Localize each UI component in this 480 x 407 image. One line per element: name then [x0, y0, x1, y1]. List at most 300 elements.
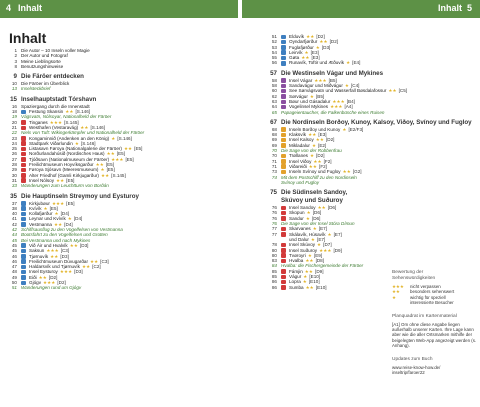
rating-stars: ★★ [123, 146, 133, 152]
entry-label: Inseln Svínoy und Fugloy [289, 169, 341, 175]
rating-stars: ★★ [308, 132, 317, 138]
rating-stars: ★★ [317, 205, 326, 211]
map-reference: [E5] [105, 162, 115, 168]
rating-stars: ★★ [308, 163, 318, 169]
map-reference: [C3] [100, 258, 109, 264]
entry-label: Sumba [289, 284, 304, 290]
page-number: 47 [11, 264, 17, 270]
map-reference: [A4] [344, 104, 353, 110]
page-number: 44 [11, 232, 17, 238]
rating-legend [392, 270, 478, 306]
updates-url-1[interactable]: www.reise-know-how.de/ [392, 364, 441, 370]
entry-label: Kongaminnið (Andenken an den König) [29, 135, 110, 141]
rating-stars: ★ [307, 252, 312, 258]
page-number: 73 [271, 169, 277, 175]
page-number: 67 [270, 118, 277, 126]
page-number: 2 [14, 53, 17, 59]
page-number: 18 [11, 109, 17, 115]
entry-label: Insel Kalsoy [289, 137, 314, 143]
entry-label: Bøur und Gásadalur [289, 98, 331, 104]
entry-label: Fámjin [289, 268, 303, 274]
entry-label: Insel Suðuroy [289, 247, 318, 253]
legend-stars: ★★ [392, 289, 400, 295]
page-number: 86 [271, 279, 277, 285]
entry-label: Sandavágur und Miðvágur [289, 83, 343, 89]
page-number: 16 [11, 103, 17, 109]
map-reference: [E10] [309, 273, 321, 279]
entry-label: Mikladalur [289, 142, 310, 148]
page-number: 42 [11, 221, 17, 227]
entry-label: See Sørvágsvatn und Wasserfall Bøsdalafossur [289, 88, 387, 94]
toc-chapter-heading[interactable] [267, 70, 480, 78]
page-number: 70 [271, 148, 277, 154]
entry-label: Saksun [29, 248, 45, 254]
entry-text: Bootsfahrt zu den Vogelfelsen und Grotten [21, 232, 108, 238]
map-reference: [E7] [333, 231, 342, 237]
legend-label: wichtig für speziell [410, 294, 446, 300]
page-number: 76 [271, 215, 277, 221]
rating-stars: ★ [309, 153, 315, 159]
page-number: 71 [271, 163, 277, 169]
entry-text: Schiffsausflug zu den Vogelfelsen von Vestmanna [21, 227, 123, 233]
page-number: 29 [11, 167, 17, 173]
map-reference: [G2] [352, 169, 362, 175]
page-number: 37 [11, 200, 17, 206]
map-reference: [E5] [125, 156, 134, 162]
map-reference: [S.146] [117, 135, 132, 141]
entry-text: Die Färöer entdecken [21, 73, 84, 81]
rating-stars: ★★★ [314, 77, 327, 83]
page-number: 74 [271, 174, 277, 180]
entry-text: Skúvoy und Suðuroy [281, 197, 343, 205]
location-marker-icon [281, 61, 286, 66]
entry-label: Vestmanna [29, 221, 52, 227]
map-reference: [D4] [64, 221, 73, 227]
rating-stars: ★★ [56, 177, 65, 183]
page-number: 53 [271, 44, 277, 50]
entry-text: Inselhauptstadt Tórshavn [21, 95, 97, 103]
rating-stars: ★★★ [319, 247, 332, 253]
page-number: 48 [11, 269, 17, 275]
page-number: 9 [13, 73, 17, 81]
rating-stars: ★★ [313, 158, 322, 164]
left-page-number: 4 [6, 3, 12, 13]
entry-label: Tjørnuvík [29, 253, 49, 259]
map-reference: [S.145] [111, 172, 126, 178]
entry-label: Gjógv [29, 279, 42, 285]
map-reference: [E3] [310, 49, 319, 55]
toc-column-right [267, 34, 480, 290]
page-number: 56 [271, 60, 277, 66]
page-number: 28 [11, 162, 17, 168]
page-number: 50 [11, 279, 17, 285]
legend-rows [392, 284, 478, 306]
page-number: 41 [11, 216, 17, 222]
entry-label: Leirvík [289, 49, 303, 55]
rating-stars: ★ [317, 242, 322, 248]
page-number: 30 [11, 172, 17, 178]
updates-legend [392, 357, 478, 376]
rating-stars: ★ [344, 83, 350, 89]
page-number: 62 [271, 93, 277, 99]
toc-entry[interactable] [7, 64, 202, 69]
rating-stars: ★★★ [330, 104, 343, 110]
entry-label: Freilichtmuseum Dúvugarðar [29, 258, 88, 264]
legend-panel [392, 270, 478, 383]
rating-stars: ★★★ [43, 279, 56, 285]
rating-stars: ★★ [305, 258, 314, 264]
rating-stars: ★ [315, 44, 320, 50]
entry-text: Wanderungen rund um Gjógv [21, 285, 82, 291]
entry-label: Lopra [289, 279, 301, 285]
page-number: 19 [11, 114, 17, 120]
entry-text: Die Autor – 10 Inseln voller Magie [21, 48, 90, 53]
page-number: 75 [270, 189, 277, 197]
page-number: 70 [271, 153, 277, 159]
page-number: 80 [271, 252, 277, 258]
map-reference: [E5] [66, 177, 75, 183]
page-number: 69 [271, 142, 277, 148]
entry-label: Alter Friedhof (Gamli Kirkjugarður) [29, 172, 99, 178]
page-number: 65 [271, 109, 277, 115]
plan-text: [A1] Om ohne diese Angabe liegen außerhalb unserer Karten. Ihre Lage kann aber wie die aller Ortsmarken mithilfe der beigelegten Web-App angezeigt werden (s. Anhang). [392, 321, 477, 349]
entry-text: Die Sage von der Robbenfrau [281, 148, 342, 154]
rating-stars: ★★★ [59, 269, 73, 275]
toc-column-left [7, 48, 202, 291]
entry-text: Bei Vestmanna und nach Mykines [21, 237, 91, 243]
toc-feature-entry[interactable] [7, 285, 202, 290]
page-number: 84 [271, 263, 277, 269]
map-reference: [D2] [316, 34, 325, 39]
entry-label: und Dalur [289, 236, 309, 242]
entry-label: Kvívík [29, 205, 42, 211]
page-number [267, 197, 281, 205]
entry-label: Sørvágur [289, 93, 308, 99]
map-reference: [S.145] [64, 119, 79, 125]
page-number: 76 [271, 210, 277, 216]
legend-label: besonders sehenswert [410, 289, 455, 295]
rating-stars: ★ [304, 49, 309, 55]
map-reference: [D3] [79, 242, 89, 248]
entry-text: Die Färöer im Überblick [21, 81, 70, 87]
map-reference: [E5] [106, 167, 115, 173]
entry-text: Vágsvatn, Nólsoyar, Nationalheld der Färöer [21, 114, 112, 120]
map-reference: [E4] [352, 60, 361, 66]
toc-chapter-heading[interactable] [267, 119, 480, 127]
map-reference: [D3] [321, 44, 331, 50]
entry-text: Die Nordinseln Borðoy, Kunoy, Kalsoy, Viðoy, Svínoy und Fugloy [281, 118, 472, 126]
entry-label: Skálavík, Húsavík [289, 231, 326, 237]
page-number: 22 [11, 130, 17, 136]
map-reference: [B4] [346, 98, 355, 104]
rating-stars: ★ [74, 140, 79, 146]
map-reference: [E5] [49, 205, 58, 211]
entry-label: Insel Vágar [289, 77, 313, 83]
entry-label: Listasavn Føroya (Nationalgalerie der Färöer) [29, 146, 122, 152]
entry-label: Insel Eysturoy [29, 269, 58, 275]
rating-stars: ★★ [305, 284, 314, 290]
page-number: 45 [11, 242, 17, 248]
entry-text: Die Westinseln Vágar und Mykines [281, 69, 384, 77]
page-number: 8 [14, 63, 17, 69]
entry-text: Benutzungshinweise [21, 63, 64, 69]
page-number: 1 [14, 48, 17, 53]
page-number: 58 [271, 83, 277, 89]
toc-feature-entry[interactable] [7, 183, 202, 188]
rating-stars: ★ [43, 205, 48, 211]
entry-label: Insel Viðoy [289, 158, 312, 164]
page-number: 51 [271, 34, 277, 39]
entry-text: Meine Lieblingsorte [21, 58, 61, 64]
map-reference: [D2] [57, 279, 66, 285]
map-reference: [D2] [326, 137, 335, 143]
rating-stars: ★ [303, 273, 308, 279]
page-number: 63 [271, 98, 277, 104]
page-number: 85 [271, 273, 277, 279]
entry-text: Spaziergang durch die Innenstadt [21, 103, 90, 109]
page-number: 42 [11, 227, 17, 233]
rating-stars: ★★ [388, 88, 397, 94]
toc-chapter-heading[interactable] [7, 73, 202, 81]
page-title: Inhalt [9, 30, 47, 46]
entry-label: Tjóðsavn (Nationalmuseum der Färöer) [29, 156, 110, 162]
rating-stars: ★ [327, 231, 332, 237]
entry-text: Hvalba: die Fischergemeinde der Färöer [281, 263, 364, 269]
rating-stars: ★★ [106, 151, 115, 157]
page-number: 55 [271, 55, 277, 61]
rating-stars: ★ [305, 215, 310, 221]
page-number: 26 [11, 151, 17, 157]
header-bar [0, 0, 480, 18]
rating-stars: ★★★ [49, 119, 63, 125]
page-number [267, 180, 281, 185]
entry-label: Føroya Sjósavn (Meeresmuseum) [29, 167, 99, 173]
rating-stars: ★ [346, 60, 351, 66]
page-number: 31 [11, 177, 17, 183]
page-number: 54 [271, 49, 277, 55]
rating-stars: ★★★ [332, 98, 345, 104]
rating-stars: ★★★ [51, 200, 65, 206]
entry-label: Við Áir und Hvalvík [29, 242, 68, 248]
page-number: 83 [271, 258, 277, 264]
map-reference: [D9] [333, 247, 342, 253]
entry-label: Sandur [289, 215, 304, 221]
map-reference: [D2] [48, 274, 58, 280]
legend-title-1: Bewertung der [392, 270, 424, 275]
map-reference: [D4] [73, 216, 83, 222]
map-reference: [D3] [74, 269, 83, 275]
page-number: 24 [11, 140, 17, 146]
rating-stars: ★★ [81, 264, 91, 270]
page-number: 58 [271, 77, 277, 83]
rating-stars: ★★ [80, 124, 89, 130]
entry-text: Die Hauptinseln Streymoy und Eysturoy [21, 192, 139, 200]
page-number: 77 [271, 231, 277, 237]
legend-row [392, 300, 478, 305]
page-number: 86 [271, 284, 277, 290]
page-number: 23 [11, 135, 17, 141]
map-reference: [F2] [319, 163, 327, 169]
map-reference: [C4] [351, 83, 360, 89]
page-number: 45 [11, 248, 17, 254]
toc-chapter-heading[interactable] [7, 193, 202, 201]
map-reference: [E3] [318, 132, 327, 138]
rating-stars: ★★ [65, 109, 74, 115]
entry-label: Elduvík [289, 34, 305, 39]
entry-label: Westhafen (Vestaravág) [29, 124, 79, 130]
page-number: 46 [11, 258, 17, 264]
entry-text: Svínoy und Fugloy [281, 179, 320, 185]
page-number: 10 [11, 81, 17, 87]
rating-stars: ★ [67, 216, 72, 222]
entry-text: Der Autor und Fotograf [21, 53, 68, 59]
page-number: 77 [271, 226, 277, 232]
page-number: 13 [11, 86, 17, 92]
rating-stars: ★★★ [111, 156, 124, 162]
page-number: 51 [11, 285, 17, 291]
page-number: 45 [11, 237, 17, 243]
toc-chapter-heading[interactable] [267, 197, 480, 205]
rating-stars: ★★ [53, 221, 63, 227]
legend-label: interessierte Besucher [410, 300, 454, 306]
map-reference: [D8] [315, 258, 324, 264]
map-reference: [E3] [311, 55, 320, 61]
rating-stars: ★★ [301, 55, 310, 61]
entry-label: Vogelinsel Mykines [289, 104, 329, 110]
entry-text: Mit dem Postschiff zu den Nordinseln [281, 174, 357, 180]
toc-entry[interactable] [267, 60, 480, 65]
entry-text: Wanderungen zum Leuchtturm von Borðán [21, 183, 109, 189]
entry-text: Inselsteckbrief [21, 86, 51, 92]
entry-label: Leynar und Kvívík [29, 216, 66, 222]
rating-stars: ★★ [304, 268, 314, 274]
rating-stars: ★★ [89, 258, 99, 264]
rating-stars: ★★ [306, 34, 315, 39]
map-reference: [D6] [327, 205, 337, 211]
map-reference: [D2] [316, 153, 325, 159]
entry-text [281, 60, 480, 65]
page-number: 85 [271, 268, 277, 274]
entry-label: Klaksvík [289, 132, 307, 138]
page-number: 52 [271, 39, 277, 45]
rating-stars: ★★ [50, 253, 59, 259]
page-number: 35 [10, 192, 17, 200]
map-reference: [E10] [308, 279, 320, 285]
rating-stars: ★ [54, 211, 59, 217]
page-number: 69 [271, 137, 277, 143]
left-header-title: Inhalt [18, 3, 42, 13]
entry-text: Die Südinseln Sandoy, [281, 189, 348, 197]
page-number: 20 [11, 119, 17, 125]
plan-title: Planquadrat im Kartenmaterial [392, 313, 457, 319]
entry-label: Skarvanes [289, 226, 311, 232]
right-page-number: 5 [467, 3, 473, 13]
toc-feature-entry[interactable] [7, 86, 202, 91]
rating-stars: ★★ [315, 137, 325, 143]
map-reference: [F2] [323, 158, 332, 164]
rating-stars: ★★ [38, 274, 47, 280]
map-reference: [E9] [313, 252, 323, 258]
map-reference: [C5] [398, 88, 408, 94]
toc-chapter-heading[interactable] [7, 96, 202, 104]
entry-label: Stadtpark Viðarlundin [29, 140, 73, 146]
toc-chapter-heading[interactable] [267, 189, 480, 197]
entry-label: Freilichtmuseum Hoyvíksgarður [29, 162, 94, 168]
toc-feature-entry[interactable] [267, 180, 480, 185]
page-number: 21 [11, 124, 17, 130]
rating-stars: ★★ [319, 39, 328, 45]
entry-label: Hvalba [289, 258, 304, 264]
location-marker-icon [281, 285, 286, 290]
map-reference: [E2/F3] [348, 126, 364, 132]
map-reference: [D4] [60, 211, 70, 217]
map-reference: [E5] [134, 146, 143, 152]
map-reference: [D3] [60, 253, 69, 259]
entry-label: Inseln Borðoy und Kunoy [289, 126, 341, 132]
page-number: 78 [271, 242, 277, 248]
header-divider [238, 0, 242, 18]
entry-label: Runavík, Toftir und Æðuvík [289, 60, 345, 66]
map-reference: [C2] [92, 264, 101, 270]
updates-url-2[interactable]: inseltrip/faroer22 [392, 370, 425, 376]
entry-label: Festung Skansin [29, 109, 64, 115]
updates-title: Updates zum Buch [392, 356, 433, 362]
toc-feature-entry[interactable] [267, 110, 480, 115]
entry-label: Oyndarfjørður [289, 39, 318, 45]
entry-label: Viðareiði [289, 163, 307, 169]
page-number: 71 [271, 158, 277, 164]
legend-stars: ★★★ [392, 284, 404, 289]
page-number: 46 [11, 253, 17, 259]
rating-stars: ★★★ [46, 248, 59, 254]
map-reference: [B5] [328, 77, 337, 83]
map-reference: [S.146] [90, 124, 106, 130]
legend-stars: ★ [392, 294, 396, 300]
page-number: 60 [271, 88, 277, 94]
map-reference: [C3] [60, 248, 70, 254]
map-reference: [B5] [316, 93, 325, 99]
rating-stars: ★ [312, 226, 317, 232]
entry-label: Insel Skúvoy [289, 242, 316, 248]
rating-stars: ★★ [95, 162, 104, 168]
entry-label: Gøta [289, 55, 300, 61]
rating-stars: ★★ [69, 242, 78, 248]
entry-label: Trøllanes [289, 153, 308, 159]
page-number: 40 [11, 211, 17, 217]
map-reference: [D2] [329, 39, 339, 45]
page-number: 80 [271, 247, 277, 253]
page-number: 64 [271, 104, 277, 110]
map-reference: [E5] [66, 200, 75, 206]
rating-stars: ★ [311, 142, 317, 148]
rating-stars: ★★ [342, 169, 351, 175]
page-number: 68 [271, 132, 277, 138]
map-reference: [E10] [315, 284, 327, 290]
map-reference: [E7] [317, 236, 326, 242]
entry-label: Eiði [29, 274, 37, 280]
map-reference: [D6] [311, 215, 321, 221]
entry-label: Norðurlandahúsið (Nordisches Haus) [29, 151, 105, 157]
legend-title-2: Sehenswürdigkeiten [392, 276, 436, 281]
entry-label: Insel Sandoy [289, 205, 316, 211]
map-reference: [E2] [318, 142, 327, 148]
legend-label: nicht verpassen [410, 284, 441, 289]
entry-label: Fuglafjørður [289, 44, 314, 50]
rating-stars: ★ [302, 279, 307, 285]
entry-label: Kirkjubøur [29, 200, 50, 206]
entry-label: Tinganes [29, 119, 48, 125]
rating-stars: ★★ [100, 172, 110, 178]
